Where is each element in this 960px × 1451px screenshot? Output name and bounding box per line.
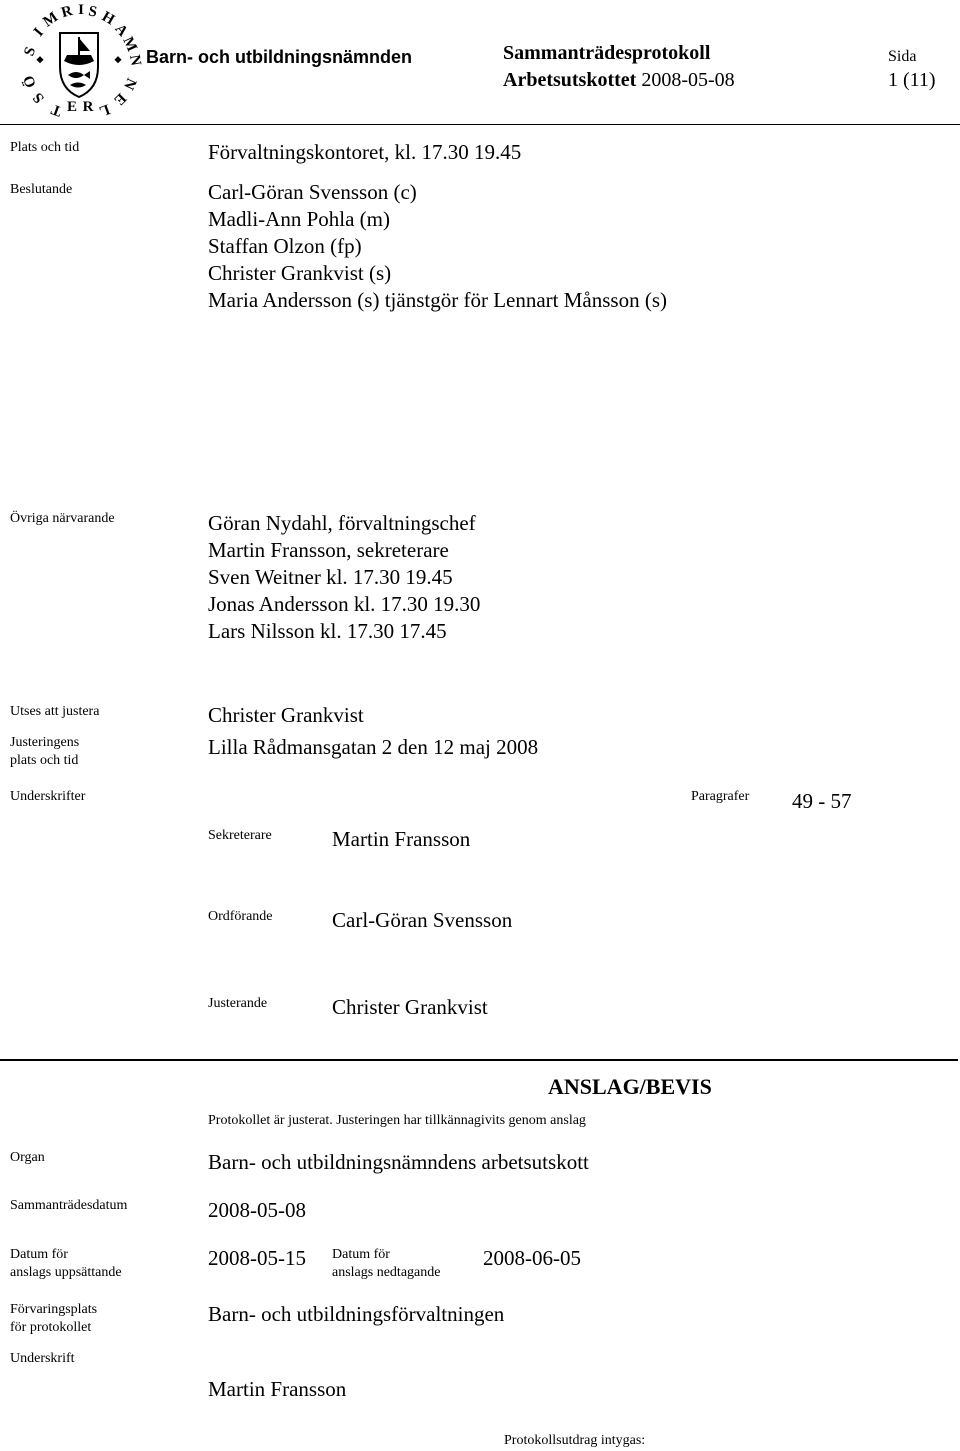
notice-statement: Protokollet är justerat. Justeringen har tillkännagivits genom anslag [208,1113,586,1128]
svg-text:A: A [111,21,131,40]
decision-member: Madli-Ann Pohla (m) [208,207,390,231]
svg-text:Ö: Ö [20,73,40,90]
header-divider [0,124,960,125]
adjuster-signature-name: Christer Grankvist [332,995,488,1019]
removal-date-label-line1: Datum för [332,1247,390,1262]
other-attendee: Göran Nydahl, förvaltningschef [208,511,476,535]
decision-member: Maria Andersson (s) tjänstgör för Lennart Månsson (s) [208,288,667,312]
svg-text:R: R [59,3,75,22]
svg-text:S: S [30,89,48,106]
others-present-label: Övriga närvarande [10,511,115,526]
decision-member: Christer Grankvist (s) [208,261,392,285]
document-subtitle [503,67,735,93]
subcommittee-name: Arbetsutskottet [503,69,637,91]
extract-certification-label: Protokollsutdrag intygas: [504,1433,646,1448]
other-attendee: Martin Fransson, sekreterare [208,538,449,562]
storage-value: Barn- och utbildningsförvaltningen [208,1302,505,1326]
secretary-label: Sekreterare [208,828,272,843]
svg-text:H: H [98,8,118,29]
organ-value: Barn- och utbildningsnämndens arbetsutskott [208,1150,589,1174]
municipality-logo [20,2,144,119]
adjuster-label: Utses att justera [10,704,100,719]
svg-text:R: R [82,99,94,115]
notice-title: ANSLAG/BEVIS [548,1074,712,1099]
svg-text:I: I [30,25,47,40]
adjuster-value: Christer Grankvist [208,703,364,727]
svg-text:N: N [126,53,144,68]
storage-label-line2: för protokollet [10,1320,92,1335]
place-label: Plats och tid [10,140,80,155]
committee-name: Barn- och utbildningsnämnden [146,47,412,67]
posting-date-label-line2: anslags uppsättande [10,1265,122,1280]
paragraphs-label: Paragrafer [691,789,750,804]
removal-date-value: 2008-06-05 [483,1246,581,1270]
adjustment-place-value: Lilla Rådmansgatan 2 den 12 maj 2008 [208,735,539,759]
other-attendee: Lars Nilsson kl. 17.30 17.45 [208,619,447,643]
svg-text:T: T [49,100,65,119]
paragraphs-value: 49 - 57 [792,789,852,813]
chair-name: Carl-Göran Svensson [332,908,513,932]
secretary-name: Martin Fransson [332,827,471,851]
svg-text:N: N [120,75,140,92]
decision-member: Staffan Olzon (fp) [208,234,362,258]
decision-makers-label: Beslutande [10,182,73,197]
organ-label: Organ [10,1150,45,1165]
removal-date-label-line2: anslags nedtagande [332,1265,441,1280]
page-number: 1 (11) [888,69,936,91]
posting-date-value: 2008-05-15 [208,1246,306,1270]
svg-text:I: I [78,2,84,18]
page-label: Sida [888,48,917,65]
adjuster-signature-label: Justerande [208,996,268,1011]
coat-of-arms-icon [20,2,144,119]
svg-text:M: M [40,9,62,31]
svg-text:E: E [110,89,130,109]
adjustment-place-label-line2: plats och tid [10,753,79,768]
chair-label: Ordförande [208,909,273,924]
adjustment-place-label-line1: Justeringens [10,735,80,750]
notice-divider [0,1059,958,1061]
place-value: Förvaltningskontoret, kl. 17.30 19.45 [208,140,522,164]
svg-text:L: L [96,100,112,119]
signatures-label: Underskrifter [10,789,86,804]
svg-text:E: E [66,99,78,115]
decision-member: Carl-Göran Svensson (c) [208,180,417,204]
svg-text:M: M [119,34,140,55]
svg-text:S: S [21,44,40,59]
meeting-date-value: 2008-05-08 [208,1198,306,1222]
meeting-date: 2008-05-08 [641,69,735,91]
posting-date-label-line1: Datum för [10,1247,68,1262]
meeting-date-label: Sammanträdesdatum [10,1198,128,1213]
document-type: Sammanträdesprotokoll [503,42,711,64]
signature-value: Martin Fransson [208,1377,347,1401]
signature-label: Underskrift [10,1351,75,1366]
other-attendee: Jonas Andersson kl. 17.30 19.30 [208,592,481,616]
storage-label-line1: Förvaringsplats [10,1302,98,1317]
svg-text:S: S [87,3,99,21]
other-attendee: Sven Weitner kl. 17.30 19.45 [208,565,453,589]
